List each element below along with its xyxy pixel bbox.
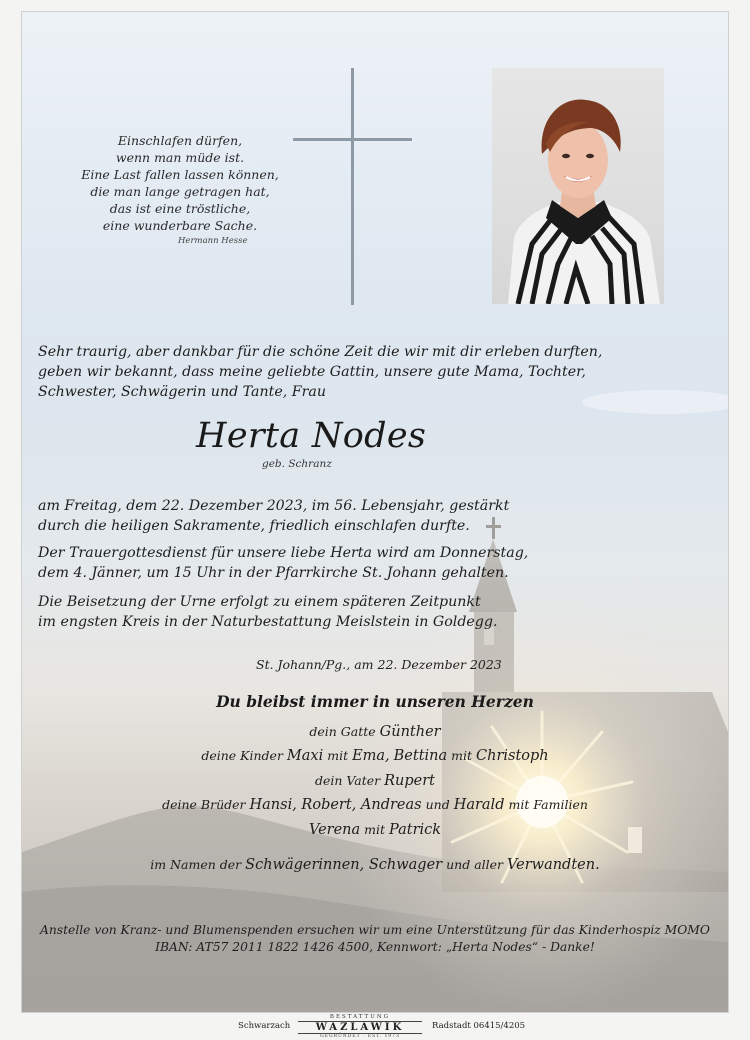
intro-line: Schwester, Schwägerin und Tante, Frau <box>38 384 326 400</box>
service-paragraph <box>38 543 528 583</box>
donation-line: IBAN: AT57 2011 1822 1426 4500, Kennwort: „Herta Nodes“ - Danke! <box>155 940 595 954</box>
logo-brand: WAZLAWIK <box>298 1021 422 1034</box>
burial-paragraph <box>38 592 497 632</box>
donation-note <box>22 922 728 956</box>
deceased-name: Herta Nodes <box>196 416 427 456</box>
footer-right: Radstadt 06415/4205 <box>432 1021 526 1031</box>
logo-small: BESTATTUNG <box>329 1014 391 1020</box>
mourner-children: deine Kinder Maxi mit Ema, Bettina mit Christoph <box>201 748 549 765</box>
intro-paragraph <box>38 342 602 402</box>
intro-line: Sehr traurig, aber dankbar für die schöne Zeit die wir mit dir erleben durften, <box>38 344 603 360</box>
cross-icon <box>351 68 354 305</box>
family-line: im Namen der Schwägerinnen, Schwager und aller Verwandten. <box>150 857 600 873</box>
death-line: durch die heiligen Sakramente, friedlich einschlafen durfte. <box>38 518 470 534</box>
logo-est: GEGRÜNDET · EST. 1973 <box>320 1034 400 1039</box>
undertaker-footer <box>0 1014 750 1038</box>
quote-line: das ist eine tröstliche, <box>109 201 251 216</box>
portrait-photo <box>492 68 664 304</box>
portrait-illustration <box>492 68 664 304</box>
burial-line: Die Beisetzung der Urne erfolgt zu einem späteren Zeitpunkt <box>38 594 481 610</box>
quote-line: wenn man müde ist. <box>115 150 245 165</box>
motto: Du bleibst immer in unseren Herzen <box>216 692 534 711</box>
burial-line: im engsten Kreis in der Naturbestattung Meislstein in Goldegg. <box>38 614 498 630</box>
service-line: dem 4. Jänner, um 15 Uhr in der Pfarrkirche St. Johann gehalten. <box>38 565 509 581</box>
mourners-list <box>22 720 728 842</box>
quote-line: die man lange getragen hat, <box>90 184 270 199</box>
death-line: am Freitag, dem 22. Dezember 2023, im 56. Lebensjahr, gestärkt <box>38 498 510 514</box>
mourner-brothers: deine Brüder Hansi, Robert, Andreas und Harald mit Familien <box>162 797 588 814</box>
service-line: Der Trauergottesdienst für unsere liebe Herta wird am Donnerstag, <box>38 545 529 561</box>
parte-card <box>22 12 728 1012</box>
mourner-husband: dein Gatte Günther <box>309 724 441 740</box>
mourner-father: dein Vater Rupert <box>314 772 436 789</box>
undertaker-logo <box>298 1014 422 1040</box>
quote-author: Hermann Hesse <box>178 236 248 246</box>
maiden-name: geb. Schranz <box>262 458 332 470</box>
footer-left: Schwarzach <box>238 1021 291 1031</box>
quote <box>80 132 280 234</box>
donation-line: Anstelle von Kranz- und Blumenspenden ersuchen wir um eine Unterstützung für das Kinderhospiz MOMO <box>39 923 710 937</box>
cross-icon-bar <box>293 138 412 141</box>
quote-line: Einschlafen dürfen, <box>117 133 243 148</box>
intro-line: geben wir bekannt, dass meine geliebte Gattin, unsere gute Mama, Tochter, <box>38 364 586 380</box>
quote-line: eine wunderbare Sache. <box>102 218 258 233</box>
death-paragraph <box>38 496 509 536</box>
quote-line: Eine Last fallen lassen können, <box>81 167 279 182</box>
place-date: St. Johann/Pg., am 22. Dezember 2023 <box>256 657 502 672</box>
mourner-verena: Verena mit Patrick <box>308 821 442 838</box>
